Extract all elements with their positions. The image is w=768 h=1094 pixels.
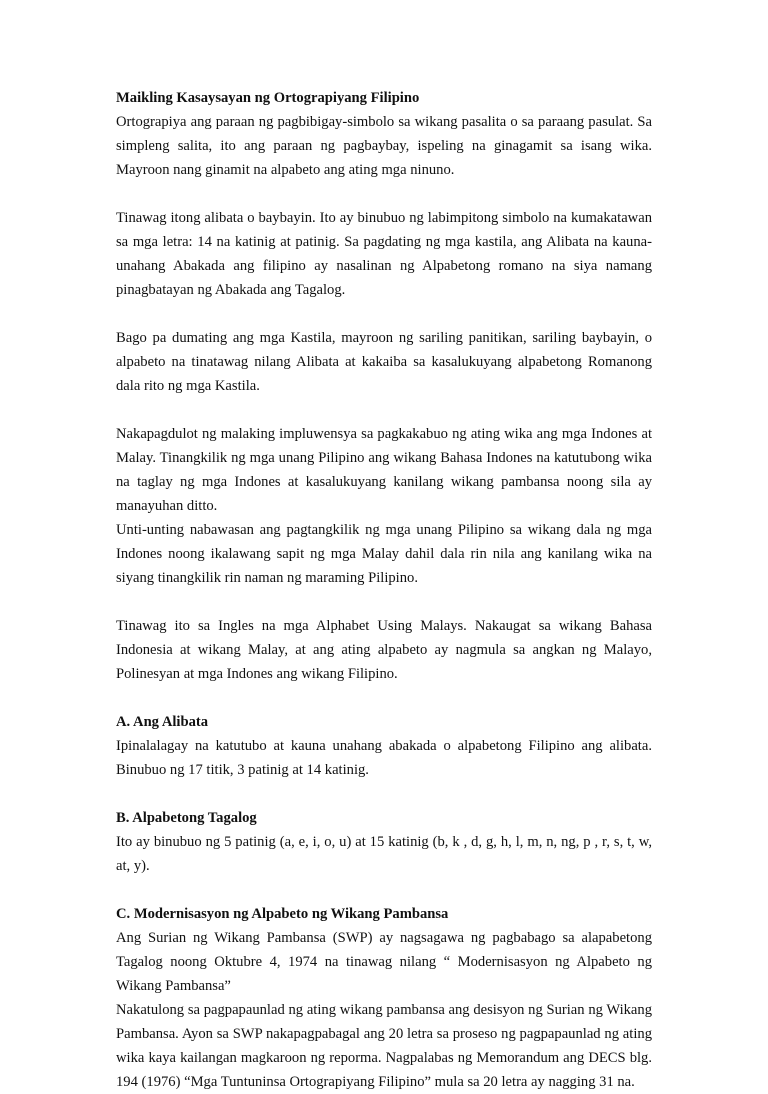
- paragraph-6: Tinawag ito sa Ingles na mga Alphabet Using Malays. Nakaugat sa wikang Bahasa Indonesia at wikang Malay, at ang ating alpabeto ay nagmula sa angkan ng Malayo, Polinesyan at mga Indones ang wikang Filipino.: [116, 618, 652, 682]
- paragraph-4: Nakapagdulot ng malaking impluwensya sa pagkakabuo ng ating wika ang mga Indones at Malay. Tinangkilik ng mga unang Pilipino ang wikang Bahasa Indones na katutubong wika na taglay ng mga Indones at kasalukuyang kanilang wikang pambansa noong sila ay manayuhan ditto.: [116, 426, 652, 514]
- paragraph-1: Ortograpiya ang paraan ng pagbibigay-simbolo sa wikang pasalita o sa paraang pasulat. Sa simpleng salita, ito ang paraan ng pagbaybay, ispeling na ginagamit sa isang wika. Mayroon nang ginamit na alpabeto ang ating mga ninuno.: [116, 114, 652, 178]
- section-b-text: Ito ay binubuo ng 5 patinig (a, e, i, o, u) at 15 katinig (b, k , d, g, h, l, m, n, ng, p , r, s, t, w, at, y).: [116, 834, 652, 874]
- paragraph-5: Unti-unting nabawasan ang pagtangkilik ng mga unang Pilipino sa wikang dala ng mga Indones noong ikalawang sapit ng mga Malay dahil dala rin nila ang kanilang wika na siyang tinangkilik rin naman ng maraming Pilipino.: [116, 522, 652, 586]
- section-a-heading: A. Ang Alibata: [116, 714, 209, 730]
- document-page: [116, 86, 652, 1094]
- section-c-heading: C. Modernisasyon ng Alpabeto ng Wikang Pambansa: [116, 906, 449, 922]
- paragraph-3: Bago pa dumating ang mga Kastila, mayroon ng sariling panitikan, sariling baybayin, o alpabeto na tinatawag nilang Alibata at kakaiba sa kasalukuyang alpabetong Romanong dala rito ng mga Kastila.: [116, 330, 652, 394]
- document-title: Maikling Kasaysayan ng Ortograpiyang Filipino: [116, 90, 420, 106]
- paragraph-2: Tinawag itong alibata o baybayin. Ito ay binubuo ng labimpitong simbolo na kumakatawan sa mga letra: 14 na katinig at patinig. Sa pagdating ng mga kastila, ang Alibata na kauna-unahang Abakada ang filipino ay nasalinan ng Alpabetong romano na siya namang pinagbatayan ng Abakada ang Tagalog.: [116, 210, 652, 298]
- section-a-text: Ipinalalagay na katutubo at kauna unahang abakada o alpabetong Filipino ang alibata. Binubuo ng 17 titik, 3 patinig at 14 katinig.: [116, 738, 652, 778]
- section-b-heading: B. Alpabetong Tagalog: [116, 810, 257, 826]
- section-c-text-2: Nakatulong sa pagpapaunlad ng ating wikang pambansa ang desisyon ng Surian ng Wikang Pambansa. Ayon sa SWP nakapagpabagal ang 20 letra sa proseso ng pagpapaunlad ng ating wika kaya kailangan magkaroon ng reporma. Nagpalabas ng Memorandum ang DECS blg. 194 (1976) “Mga Tuntuninsa Ortograpiyang Filipino” mula sa 20 letra ay nagging 31 na.: [116, 1002, 652, 1090]
- section-c-text-1: Ang Surian ng Wikang Pambansa (SWP) ay nagsagawa ng pagbabago sa alapabetong Tagalog noong Oktubre 4, 1974 na tinawag nilang “ Modernisasyon ng Alpabeto ng Wikang Pambansa”: [116, 930, 652, 994]
